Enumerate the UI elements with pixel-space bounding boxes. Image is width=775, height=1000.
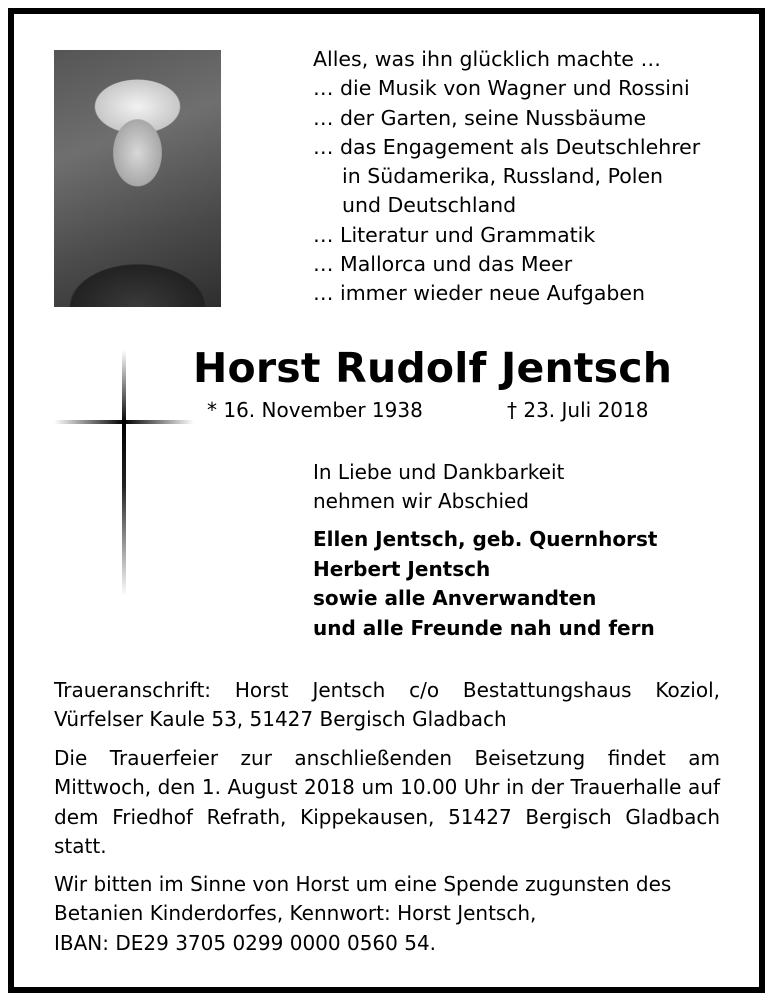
quote-line: Alles, was ihn glücklich machte … [313, 47, 661, 71]
donation-line: IBAN: DE29 3705 0299 0000 0560 54. [54, 930, 437, 955]
quote-line: … das Engagement als Deutschlehrer [313, 134, 701, 159]
memorial-quote [313, 45, 700, 309]
donation-request [54, 870, 720, 958]
birth-date: * 16. November 1938 [207, 398, 423, 422]
family-signatures [313, 525, 657, 643]
cross-icon [122, 350, 126, 596]
farewell-line: In Liebe und Dankbarkeit [313, 460, 565, 484]
quote-line: und Deutschland [342, 193, 517, 218]
farewell-line: nehmen wir Abschied [313, 489, 529, 513]
death-date: † 23. Juli 2018 [507, 398, 649, 422]
quote-line: … der Garten, seine Nussbäume [313, 105, 647, 130]
farewell-text [313, 458, 564, 516]
quote-line: … die Musik von Wagner und Rossini [313, 76, 690, 101]
quote-line: in Südamerika, Russland, Polen [342, 164, 664, 189]
quote-line: … immer wieder neue Aufgaben [313, 281, 646, 306]
quote-line: … Mallorca und das Meer [313, 252, 573, 277]
cross-icon-bar [54, 420, 194, 424]
family-line: sowie alle Anverwandten [313, 586, 597, 610]
portrait-photo [54, 50, 221, 307]
quote-line: … Literatur und Grammatik [313, 222, 596, 247]
family-line: Herbert Jentsch [313, 556, 491, 581]
family-line: und alle Freunde nah und fern [313, 615, 655, 640]
funeral-ceremony-info: Die Trauerfeier zur anschließenden Beisetzung findet am Mittwoch, den 1. August 2018 um 10.00 Uhr in der Trauerhalle auf dem Friedhof Refrath, Kippekausen, 51427 Bergisch Gladbach statt. [54, 746, 720, 858]
donation-line: Wir bitten im Sinne von Horst um eine Spende zugunsten des [54, 872, 672, 896]
mourning-address: Traueranschrift: Horst Jentsch c/o Bestattungshaus Koziol, Vürfelser Kaule 53, 51427 Bergisch Gladbach [54, 678, 720, 732]
family-line: Ellen Jentsch, geb. Quernhorst [313, 527, 658, 551]
donation-line: Betanien Kinderdorfes, Kennwort: Horst Jentsch, [54, 901, 537, 926]
deceased-name: Horst Rudolf Jentsch [193, 344, 673, 392]
